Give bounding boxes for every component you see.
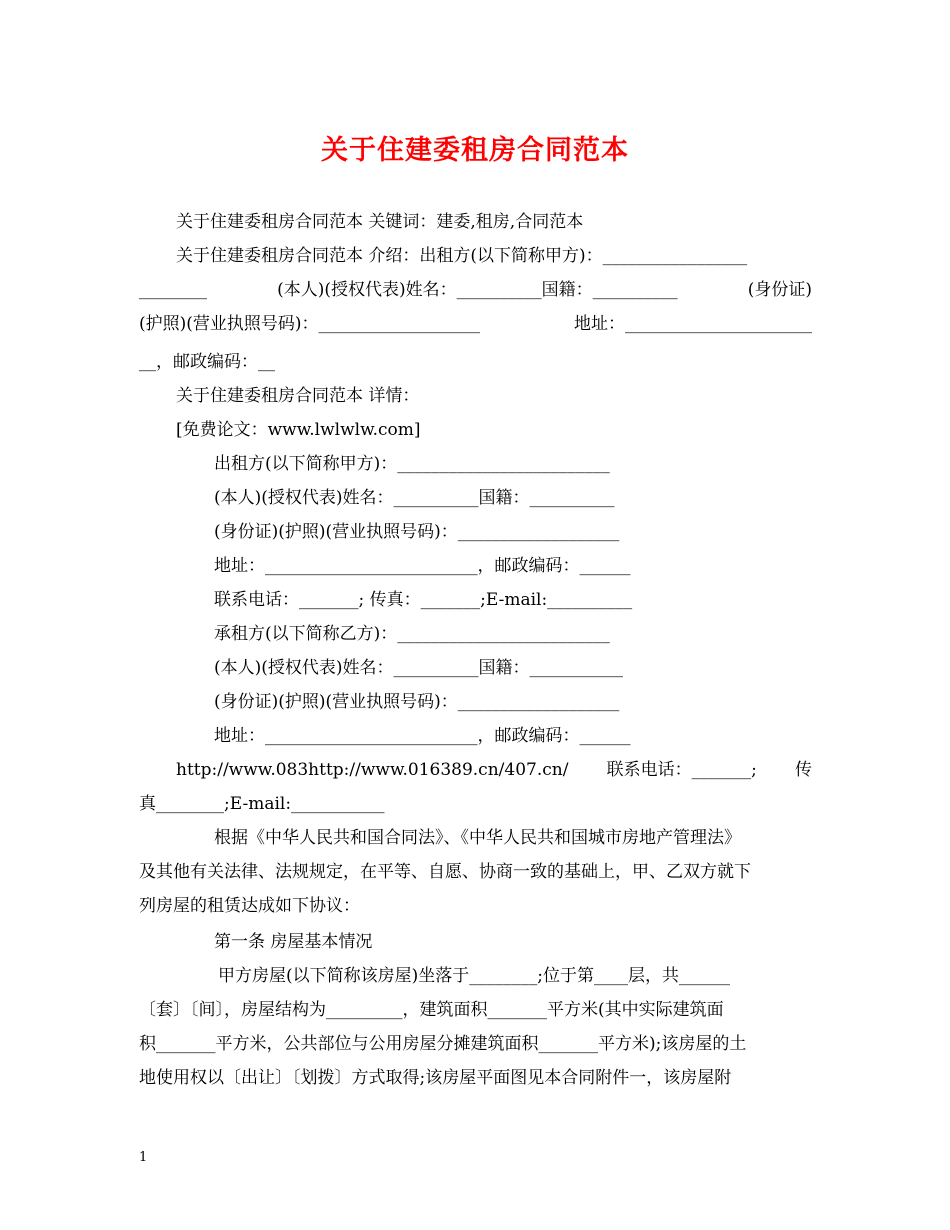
article-1-line-1: 甲方房屋(以下简称该房屋)坐落于________;位于第____层，共______ (218, 966, 730, 986)
lessee-id-line: (身份证)(护照)(营业执照号码)：___________________ (214, 692, 620, 712)
keywords-line: 关于住建委租房合同范本 关键词：建委,租房,合同范本 (176, 212, 584, 232)
text-segment: 传 (794, 760, 812, 780)
document-title: 关于住建委租房合同范本 (321, 135, 629, 166)
source-line: [免费论文：www.lwlwlw.com] (176, 420, 421, 440)
lessee-name-line: (本人)(授权代表)姓名：__________国籍：___________ (214, 658, 624, 678)
page-number: 1 (139, 1150, 148, 1165)
preamble-line-3: 列房屋的租赁达成如下协议： (139, 896, 360, 916)
lessee-line: 承租方(以下简称乙方)：_________________________ (214, 624, 610, 644)
lessor-name-line: (本人)(授权代表)姓名：__________国籍：__________ (214, 488, 615, 508)
text-segment: (本人)(授权代表)姓名：__________国籍：__________ (277, 280, 678, 300)
lessee-contact-cont: 真________;E-mail:___________ (139, 794, 385, 814)
article-1-line-4: 地使用权以〔出让〕〔划拨〕方式取得;该房屋平面图见本合同附件一，该房屋附 (139, 1068, 732, 1088)
lessor-contact-line: 联系电话：_______; 传真：_______;E-mail:__________ (214, 590, 633, 610)
intro-line-cont-3: __，邮政编码：__ (139, 352, 275, 372)
details-heading: 关于住建委租房合同范本 详情： (176, 386, 420, 406)
intro-line-cont-1 (139, 278, 812, 302)
intro-line: 关于住建委租房合同范本 介绍：出租方(以下简称甲方)：_________________ (176, 246, 748, 266)
text-segment: (护照)(营业执照号码)：___________________ (139, 314, 481, 334)
text-segment: ________ (139, 280, 207, 300)
preamble-line-2: 及其他有关法律、法规规定，在平等、自愿、协商一致的基础上，甲、乙双方就下 (139, 862, 751, 882)
article-1-line-2: 〔套〕〔间〕，房屋结构为_________，建筑面积_______平方米(其中实际建筑面 (139, 1000, 724, 1020)
article-1-heading: 第一条 房屋基本情况 (214, 932, 373, 952)
text-segment: 联系电话：_______; (606, 760, 757, 780)
lessee-contact-line (176, 758, 812, 782)
preamble-line-1: 根据《中华人民共和国合同法》、《中华人民共和国城市房地产管理法》 (214, 828, 741, 848)
text-segment: 地址：______________________ (574, 314, 812, 334)
text-segment: http://www.083http://www.016389.cn/407.cn/ (176, 760, 569, 780)
lessor-id-line: (身份证)(护照)(营业执照号码)：___________________ (214, 522, 620, 542)
lessor-line: 出租方(以下简称甲方)：_________________________ (214, 454, 610, 474)
intro-line-cont-2 (139, 312, 812, 336)
text-segment: (身份证) (747, 280, 812, 300)
lessee-address-line: 地址：_________________________，邮政编码：______ (214, 726, 631, 746)
lessor-address-line: 地址：_________________________，邮政编码：______ (214, 556, 631, 576)
article-1-line-3: 积_______平方米，公共部位与公用房屋分摊建筑面积_______平方米);该房屋的土 (139, 1034, 747, 1054)
